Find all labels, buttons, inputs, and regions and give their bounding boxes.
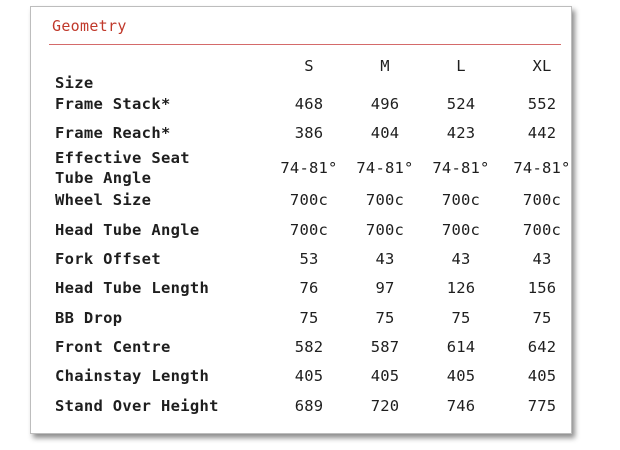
row-value: 405 (446, 367, 476, 385)
row-value: 97 (375, 279, 395, 297)
title-divider (49, 44, 561, 45)
row-value: 43 (375, 250, 395, 268)
row-value: 700c (365, 191, 405, 209)
row-label: Fork Offset (55, 250, 161, 268)
row-value: 700c (522, 221, 562, 239)
row-label: BB Drop (55, 309, 123, 327)
geometry-card (30, 6, 572, 434)
row-value: 700c (441, 221, 481, 239)
size-column-m: M (380, 57, 390, 75)
size-column-s: S (304, 57, 314, 75)
row-label: Wheel Size (55, 191, 152, 209)
row-value: 74-81° (432, 159, 490, 177)
row-label: Frame Stack* (55, 95, 171, 113)
row-value: 582 (294, 338, 324, 356)
row-value: 53 (299, 250, 319, 268)
table-row (55, 361, 561, 391)
row-label: Effective Seat Tube Angle (55, 149, 190, 187)
table-row (55, 303, 561, 333)
row-value: 423 (446, 124, 476, 142)
table-header-row (55, 57, 561, 93)
row-value: 75 (375, 309, 395, 327)
row-value: 404 (370, 124, 400, 142)
size-column-l: L (456, 57, 466, 75)
row-value: 552 (527, 95, 557, 113)
row-label: Head Tube Angle (55, 221, 200, 239)
table-row (55, 273, 561, 303)
row-value: 43 (532, 250, 552, 268)
table-row (55, 118, 561, 148)
row-value: 74-81° (280, 159, 338, 177)
row-value: 700c (289, 221, 329, 239)
row-value: 524 (446, 95, 476, 113)
table-row (55, 89, 561, 119)
row-value: 700c (522, 191, 562, 209)
row-value: 689 (294, 397, 324, 415)
row-value: 496 (370, 95, 400, 113)
row-value: 700c (289, 191, 329, 209)
table-row (55, 391, 561, 421)
row-value: 386 (294, 124, 324, 142)
row-label: Front Centre (55, 338, 171, 356)
row-value: 700c (441, 191, 481, 209)
row-value: 642 (527, 338, 557, 356)
row-value: 746 (446, 397, 476, 415)
row-value: 74-81° (356, 159, 414, 177)
row-value: 74-81° (513, 159, 571, 177)
row-value: 468 (294, 95, 324, 113)
size-column-xl: XL (532, 57, 552, 75)
row-label: Head Tube Length (55, 279, 210, 297)
row-value: 775 (527, 397, 557, 415)
table-row (55, 332, 561, 362)
row-value: 43 (451, 250, 471, 268)
row-value: 75 (532, 309, 552, 327)
size-header-label: Size (55, 74, 94, 92)
row-label: Stand Over Height (55, 397, 219, 415)
row-value: 75 (299, 309, 319, 327)
row-value: 587 (370, 338, 400, 356)
row-label: Frame Reach* (55, 124, 171, 142)
row-value: 126 (446, 279, 476, 297)
row-value: 75 (451, 309, 471, 327)
table-row (55, 215, 561, 245)
row-value: 720 (370, 397, 400, 415)
table-row (55, 185, 561, 215)
table-row (55, 244, 561, 274)
row-value: 405 (527, 367, 557, 385)
row-value: 442 (527, 124, 557, 142)
row-value: 405 (370, 367, 400, 385)
row-value: 405 (294, 367, 324, 385)
geometry-title: Geometry (52, 17, 127, 35)
row-label: Chainstay Length (55, 367, 210, 385)
row-value: 700c (365, 221, 405, 239)
table-row (55, 147, 571, 189)
row-value: 76 (299, 279, 319, 297)
row-value: 614 (446, 338, 476, 356)
row-value: 156 (527, 279, 557, 297)
